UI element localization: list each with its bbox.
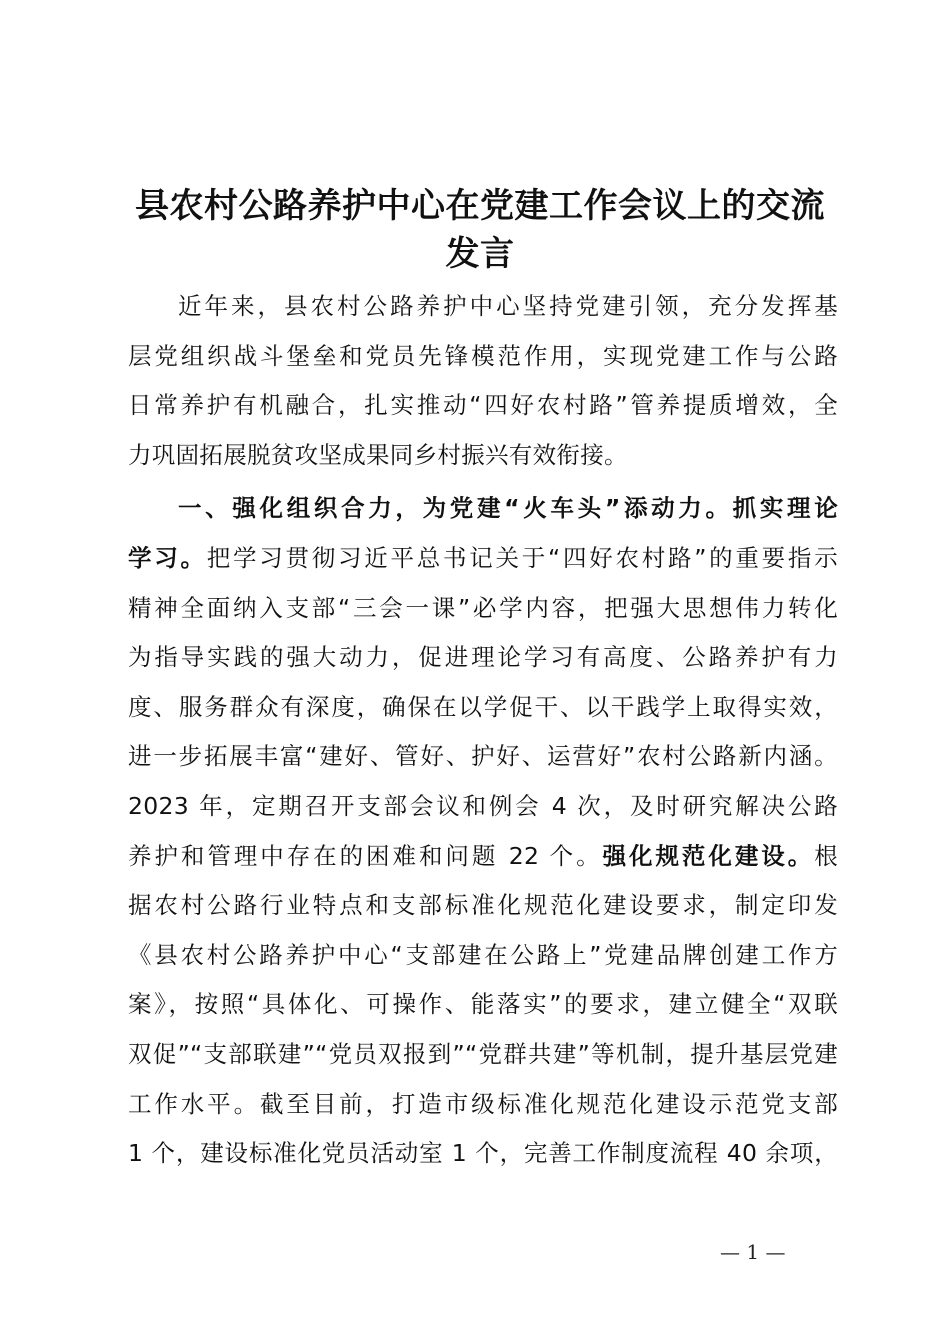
paragraph-section-one <box>128 484 838 1178</box>
text-segment: 把学习贯彻习近平总书记关于“四好农村路”的重要指示 <box>206 543 838 572</box>
section-heading-text: 一、强化组织合力，为党建“火车头”添动力。抓实理论 <box>178 494 838 523</box>
text-line: 精神全面纳入支部“三会一课”必学内容，把强大思想伟力转化 <box>128 593 838 622</box>
text-line: 日常养护有机融合，扎实推动“四好农村路”管养提质增效，全 <box>128 391 838 420</box>
text-line: 据农村公路行业特点和支部标准化规范化建设要求，制定印发 <box>128 891 838 920</box>
title-line-2: 发言 <box>445 234 515 274</box>
text-line: 进一步拓展丰富“建好、管好、护好、运营好”农村公路新内涵。 <box>128 742 838 771</box>
subheading-standardization: 强化规范化建设。 <box>602 841 815 870</box>
text-line: 度、服务群众有深度，确保在以学促干、以干践学上取得实效， <box>128 692 838 721</box>
text-line: 2023 年，定期召开支部会议和例会 4 次，及时研究解决公路 <box>128 791 838 820</box>
paragraph-intro <box>128 282 838 480</box>
document-title <box>120 182 840 278</box>
subheading-theory-study: 学习。 <box>128 543 207 572</box>
page-number: — 1 — <box>720 1240 786 1264</box>
document-body <box>128 282 838 1179</box>
text-line: 1 个，建设标准化党员活动室 1 个，完善工作制度流程 40 余项， <box>128 1139 838 1168</box>
text-line <box>128 534 838 584</box>
section-heading <box>128 484 838 534</box>
text-line <box>128 832 838 882</box>
text-segment: 养护和管理中存在的困难和问题 22 个。 <box>128 841 603 870</box>
text-line: 工作水平。截至目前，打造市级标准化规范化建设示范党支部 <box>128 1089 838 1118</box>
text-line: 层党组织战斗堡垒和党员先锋模范作用，实现党建工作与公路 <box>128 341 838 370</box>
title-line-1: 县农村公路养护中心在党建工作会议上的交流 <box>135 186 825 226</box>
text-line: 案》，按照“具体化、可操作、能落实”的要求，建立健全“双联 <box>128 990 838 1019</box>
text-segment: 根 <box>814 841 839 870</box>
text-line: 双促”“支部联建”“党员双报到”“党群共建”等机制，提升基层党建 <box>128 1039 838 1068</box>
text-line: 力巩固拓展脱贫攻坚成果同乡村振兴有效衔接。 <box>128 440 628 469</box>
text-line: 近年来，县农村公路养护中心坚持党建引领，充分发挥基 <box>178 292 838 320</box>
text-line: 为指导实践的强大动力，促进理论学习有高度、公路养护有力 <box>128 643 838 672</box>
text-line: 《县农村公路养护中心“支部建在公路上”党建品牌创建工作方 <box>128 940 838 969</box>
